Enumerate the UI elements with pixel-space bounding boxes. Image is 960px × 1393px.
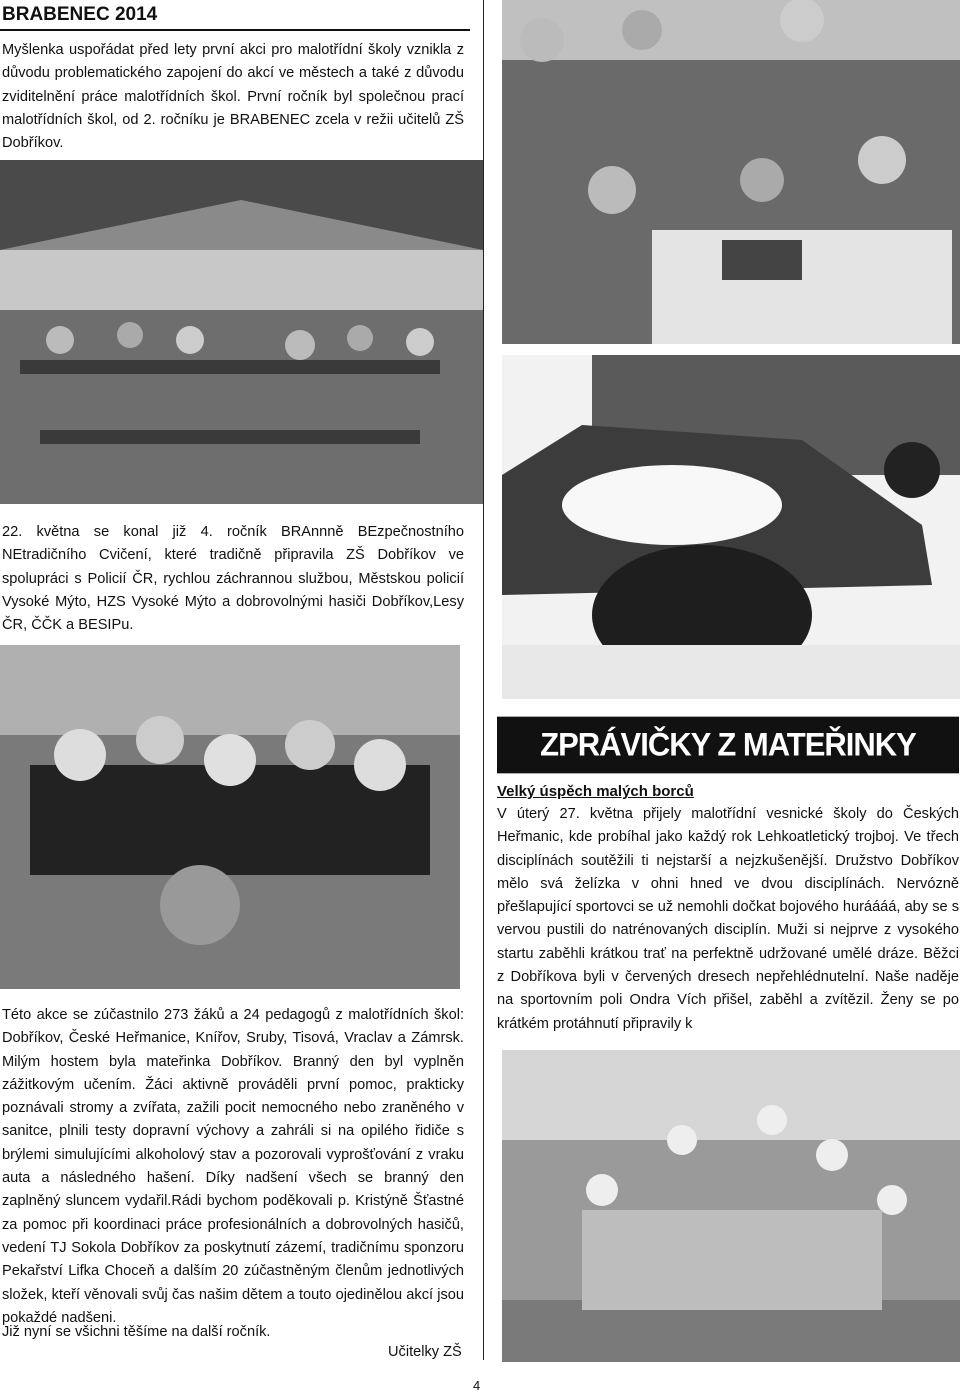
title-divider xyxy=(0,29,470,31)
section-subheading: Velký úspěch malých borců xyxy=(497,783,694,800)
column-divider xyxy=(483,0,484,1360)
photo-kindergarten-team xyxy=(502,1050,960,1362)
photo-children-drawing xyxy=(0,645,460,989)
photo-car-wreck xyxy=(502,355,960,699)
kindergarten-paragraph: V úterý 27. května přijely malotřídní vesnické školy do Českých Heřmanic, kde probíhal jako každý rok Lehkoatletický trojboj. Ve třech disciplínách soutěžili ti nejstarší a nejzkušenější. Družstvo Dobříkov mělo svá želízka v ohni hned ve dvou disciplínách. Nervózně přešlapující sportovci se už nemohli dočkat bojového huráááá, aby se s vervou pustili do natrénovaných disciplín. Muži si nejprve z vysokého startu zaběhli krátkou trať na perfektně udržované umělé dráze. Běžci z Dobříkova byli v červených dresech nepřehlédnutelní. Naše naděje na sportovním poli Ondra Vích přišel, zaběhl a zvítězil. Ženy se po krátkém protáhnutí připravily k xyxy=(497,806,959,1032)
summary-paragraph: Této akce se zúčastnilo 273 žáků a 24 pedagogů z malotřídních škol: Dobříkov, České Heřmanice, Knířov, Sruby, Tisová, Vraclav a Zámrsk. Milým hostem byla mateřinka Dobříkov. Branný den byl vyplněn zážitkovým učením. Žáci aktivně prováděli první pomoc, prakticky poznávali stromy a zvířata, zažili pocit nemocného nebo zraněného v sanitce, plnili testy dopravní výchovy a zahráli si na opilého řidiče s brýlemi simulujícími alkoholový stav a pozorovali vyprošťování z vraku auta a následného hašení. Díky nadšení všech se branný den zaplněný sluncem vydařil.Rádi bychom poděkovali p. Kristýně Šťastné za pomoc při koordinaci práce profesionálních a dobrovolných hasičů, vedení TJ Sokola Dobříkov za poskytnutí zázemí, tradičnímu sponzoru Pekařství Lifka Choceň a dalším 20 zúčastněným členům jednotlivých složek, kteří věnovali svůj čas našim dětem a touto ojedinělou akcí jsou pokaždé nadšeni. xyxy=(2,1007,464,1326)
page-number: 4 xyxy=(473,1378,481,1393)
closing-line: Již nyní se všichni těšíme na další ročník. xyxy=(2,1324,271,1340)
section-banner: ZPRÁVIČKY Z MATEŘINKY xyxy=(497,717,959,774)
photo-first-aid xyxy=(502,0,960,344)
intro-paragraph: Myšlenka uspořádat před lety první akci pro malotřídní školy vznikla z důvodu problematického zapojení do akcí ve městech a také z důvodu zviditelnění práce malotřídních škol. První ročník byl společnou prací malotřídních škol, od 2. ročníku je BRABENEC zcela v režii učitelů ZŠ Dobříkov. xyxy=(2,42,464,152)
article-title: BRABENEC 2014 xyxy=(2,4,158,25)
signature: Učitelky ZŠ xyxy=(388,1344,462,1360)
photo-children-pavilion xyxy=(0,160,483,504)
event-paragraph: 22. května se konal již 4. ročník BRAnnně BEzpečnostního NEtradičního Cvičení, které tradičně připravila ZŠ Dobříkov ve spolupráci s Policií ČR, rychlou záchrannou službou, Městskou policií Vysoké Mýto, HZS Vysoké Mýto a dobrovolnými hasiči Dobříkov,Lesy ČR, ČČK a BESIPu. xyxy=(2,524,464,634)
